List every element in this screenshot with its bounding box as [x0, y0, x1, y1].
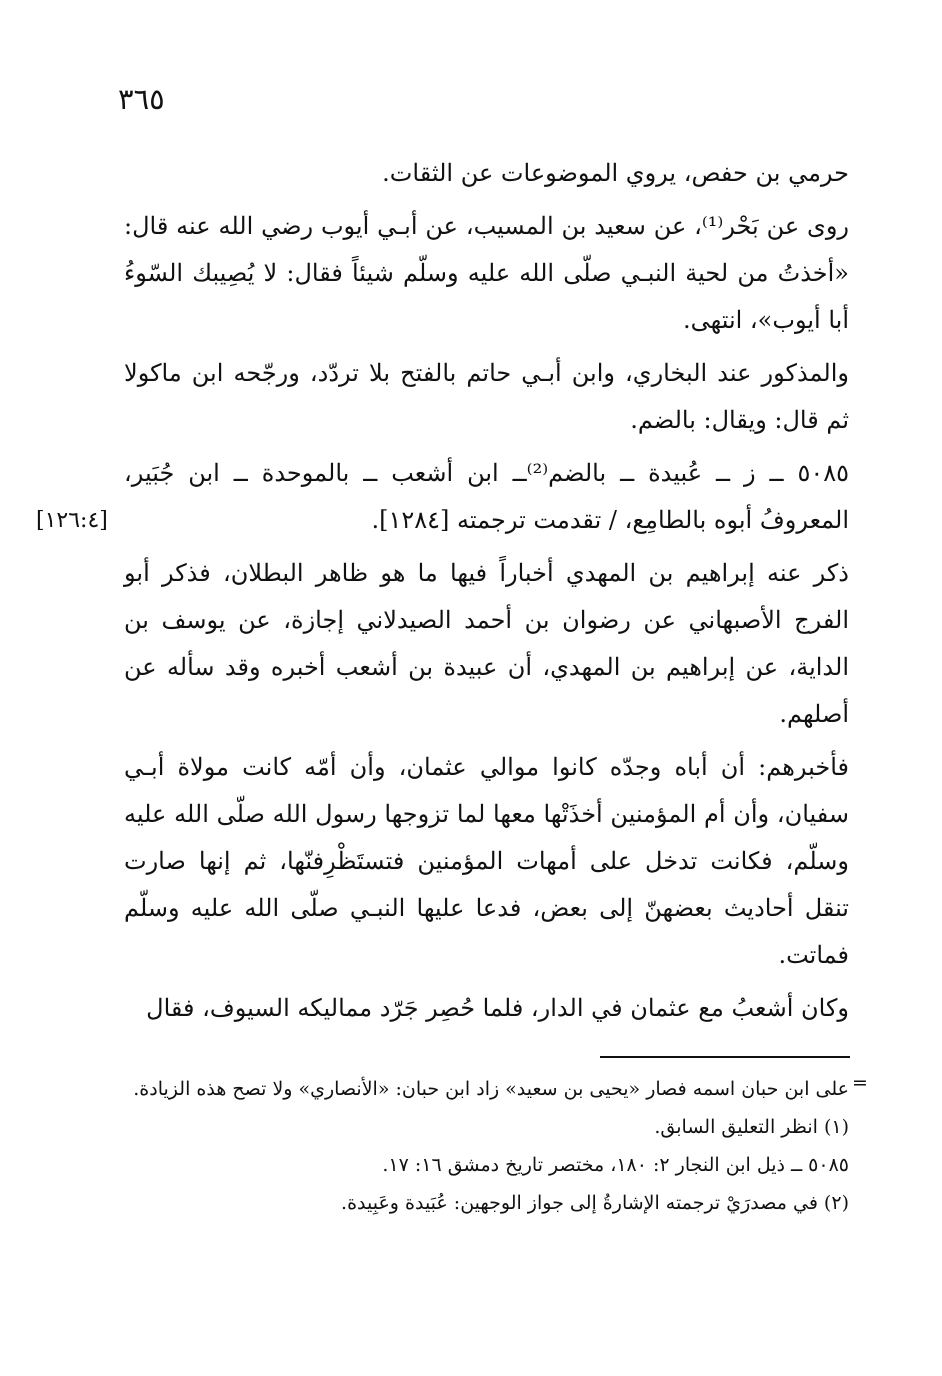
paragraph-6: فأخبرهم: أن أباه وجدّه كانوا موالي عثمان، وأن أمّه كانت مولاة أبـي سفيان، وأن أم المؤمنين أخذَتْها معها لما تزوجها رسول الله صلّى الله عليه وسلّم، فكانت تدخل على أمهات المؤمنين فتستَظْرِفنّها، ثم إنها صارت تنقل أحاديث بعضهنّ إلى بعض، فدعا عليها النبـي صلّى الله عليه وسلّم فماتت.	[124, 753, 849, 969]
paragraph-5: ذكر عنه إبراهيم بن المهدي أخباراً فيها ما هو ظاهر البطلان، فذكر أبو الفرج الأصبهاني عن رضوان بن أحمد الصيدلاني إجازة، عن يوسف بن الداية، عن إبراهيم بن المهدي، أن عبيدة بن أشعب أخبره وقد سأله عن أصلهم.	[124, 559, 850, 728]
paragraph-1: حرمي بن حفص، يروي الموضوعات عن الثقات.	[382, 159, 849, 187]
paragraph-3: والمذكور عند البخاري، وابن أبـي حاتم بالفتح بلا تردّد، ورجّحه ابن ماكولا ثم قال: ويقال: بالضم.	[124, 359, 850, 434]
footnote-continuation-mark: =	[852, 1072, 868, 1094]
paragraph-2: روى عن بَحْر⁽¹⁾، عن سعيد بن المسيب، عن أبـي أيوب رضي الله عنه قال: «أخذتُ من لحية النبـي صلّى الله عليه وسلّم شيئاً فقال: لا يُصِيبك السّوءُ أبا أيوب»، انتهى.	[124, 212, 850, 334]
margin-volume-reference: [١٢٦:٤]	[36, 508, 108, 533]
footnotes	[124, 1070, 849, 1222]
footnote-1: (١) انظر التعليق السابق.	[654, 1116, 849, 1138]
main-text-body	[124, 150, 849, 1038]
footnote-2: (٢) في مصدرَيْ ترجمته الإشارةُ إلى جواز الوجهين: عُبَيدة وعَبِيدة.	[341, 1192, 849, 1214]
footnote-continuation: على ابن حبان اسمه فصار «يحيى بن سعيد» زاد ابن حبان: «الأنصاري» ولا تصح هذه الزيادة.	[133, 1078, 849, 1100]
page-number: ٣٦٥	[118, 82, 165, 116]
entry-heading-5085: ٥٠٨٥ ــ ز ــ عُبيدة ــ بالضم⁽²⁾ــ ابن أشعب ــ بالموحدة ــ ابن جُبَير، المعروفُ أبوه بالطامِع، / تقدمت ترجمته [١٢٨٤].	[124, 459, 849, 534]
footnote-divider	[600, 1056, 850, 1058]
footnote-entry-source: ٥٠٨٥ ــ ذيل ابن النجار ٢: ١٨٠، مختصر تاريخ دمشق ١٦: ١٧.	[382, 1154, 849, 1176]
paragraph-7: وكان أشعبُ مع عثمان في الدار، فلما حُصِر جَرّد مماليكه السيوف، فقال	[146, 994, 849, 1022]
